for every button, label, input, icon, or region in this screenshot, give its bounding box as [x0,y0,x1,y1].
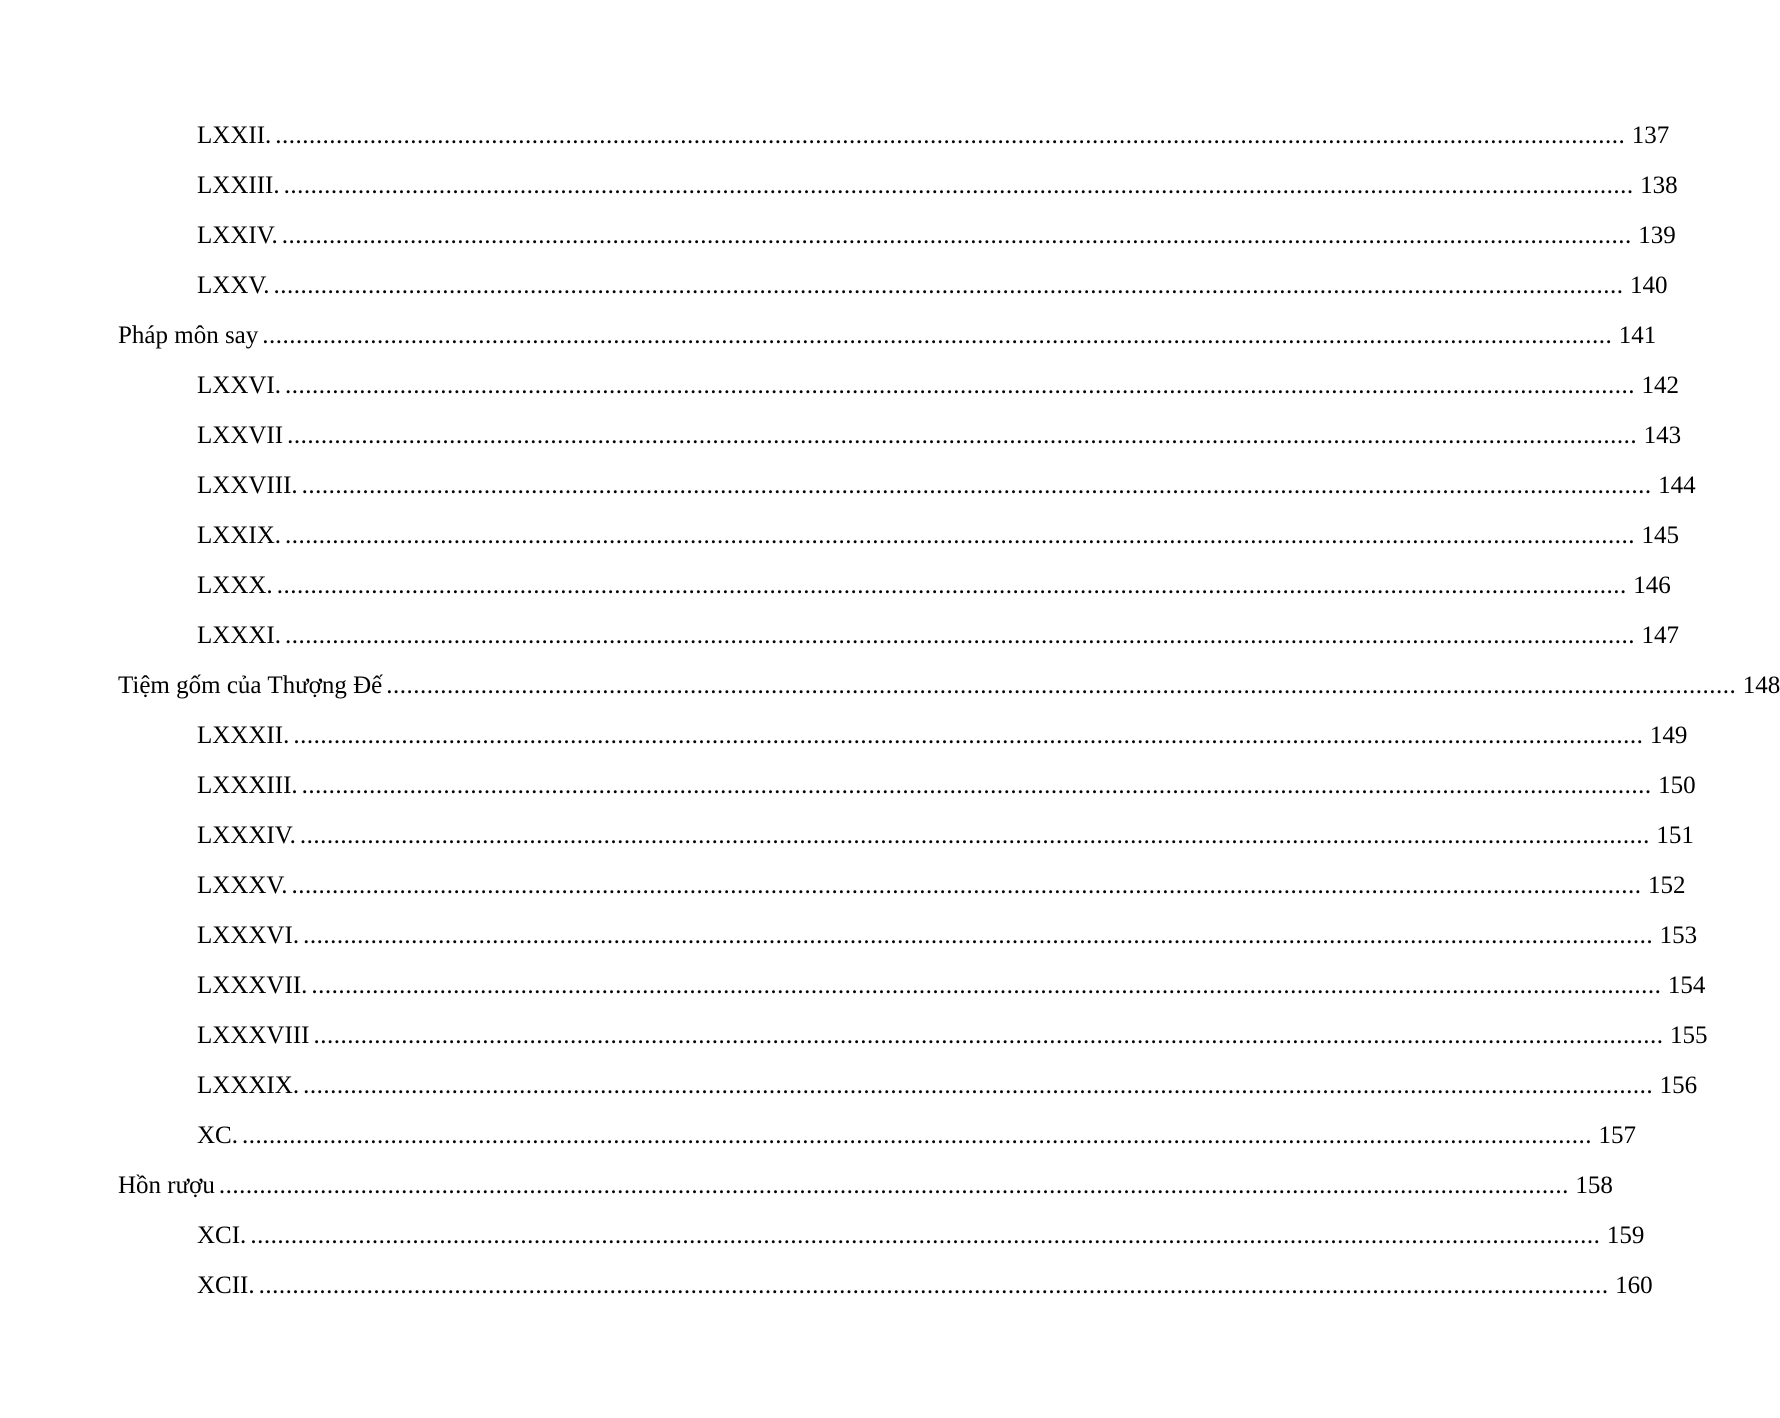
toc-leader-dots: ........................................................................................................................................................................................................ [285,522,1636,549]
toc-entry-label: XC. [197,1122,238,1149]
toc-page-number: 154 [1667,972,1706,999]
toc-chapter-entry[interactable] [0,453,1696,503]
toc-leader-dots: ........................................................................................................................................................................................................ [285,372,1636,399]
toc-chapter-entry[interactable] [0,1253,1653,1303]
toc-leader-dots: ........................................................................................................................................................................................................ [291,872,1642,899]
toc-leader-dots: ........................................................................................................................................................................................................ [386,672,1737,699]
table-of-contents [0,103,1780,1303]
toc-chapter-entry[interactable] [0,103,1670,153]
toc-entry-label: LXXXI. [197,622,282,649]
toc-chapter-entry[interactable] [0,503,1680,553]
toc-page-number: 156 [1659,1072,1698,1099]
toc-leader-dots: ........................................................................................................................................................................................................ [258,1272,1609,1299]
toc-entry-label: LXXVII [197,422,284,449]
toc-entry-label: Hồn rượu [118,1172,215,1199]
toc-entry-label: LXXXVIII [197,1022,310,1049]
toc-leader-dots: ........................................................................................................................................................................................................ [250,1222,1601,1249]
toc-leader-dots: ........................................................................................................................................................................................................ [241,1122,1592,1149]
toc-entry-label: LXXVI. [197,372,282,399]
toc-page-number: 144 [1658,472,1696,499]
toc-entry-label: XCII. [197,1272,255,1299]
toc-section-entry[interactable] [0,1153,1613,1203]
toc-chapter-entry[interactable] [0,703,1688,753]
toc-page-number: 138 [1640,172,1678,199]
toc-chapter-entry[interactable] [0,803,1694,853]
toc-page-number: 148 [1742,672,1780,699]
toc-section-entry[interactable] [0,303,1657,353]
toc-leader-dots: ........................................................................................................................................................................................................ [313,1022,1664,1049]
toc-leader-dots: ........................................................................................................................................................................................................ [281,222,1632,249]
toc-page-number: 159 [1606,1222,1645,1249]
toc-page-number: 155 [1669,1022,1708,1049]
toc-chapter-entry[interactable] [0,903,1698,953]
toc-chapter-entry[interactable] [0,553,1671,603]
toc-page-number: 146 [1633,572,1671,599]
toc-chapter-entry[interactable] [0,1003,1708,1053]
toc-entry-label: LXXXVI. [197,922,300,949]
toc-leader-dots: ........................................................................................................................................................................................................ [293,722,1644,749]
toc-page-number: 140 [1629,272,1668,299]
toc-chapter-entry[interactable] [0,353,1680,403]
toc-entry-label: LXXV. [197,272,270,299]
toc-leader-dots: ........................................................................................................................................................................................................ [287,422,1638,449]
toc-entry-label: Tiệm gốm của Thượng Đế [118,672,383,699]
toc-entry-label: LXXXII. [197,722,290,749]
toc-entry-label: LXXII. [197,122,272,149]
toc-leader-dots: ........................................................................................................................................................................................................ [311,972,1662,999]
toc-entry-label: LXXIII. [197,172,280,199]
toc-leader-dots: ........................................................................................................................................................................................................ [273,272,1624,299]
toc-leader-dots: ........................................................................................................................................................................................................ [301,472,1652,499]
toc-entry-label: LXXX. [197,572,273,599]
toc-leader-dots: ........................................................................................................................................................................................................ [285,622,1636,649]
toc-page-number: 158 [1575,1172,1613,1199]
toc-chapter-entry[interactable] [0,603,1680,653]
toc-chapter-entry[interactable] [0,853,1686,903]
toc-chapter-entry[interactable] [0,953,1706,1003]
toc-entry-label: LXXXIV. [197,822,296,849]
toc-chapter-entry[interactable] [0,1203,1645,1253]
toc-leader-dots: ........................................................................................................................................................................................................ [218,1172,1569,1199]
toc-entry-label: LXXXIII. [197,772,298,799]
toc-page-number: 147 [1641,622,1680,649]
toc-page-number: 152 [1648,872,1686,899]
toc-page-number: 143 [1643,422,1682,449]
toc-leader-dots: ........................................................................................................................................................................................................ [283,172,1634,199]
toc-chapter-entry[interactable] [0,203,1676,253]
toc-section-entry[interactable] [0,653,1780,703]
toc-leader-dots: ........................................................................................................................................................................................................ [275,122,1626,149]
toc-entry-label: LXXVIII. [197,472,298,499]
toc-leader-dots: ........................................................................................................................................................................................................ [276,572,1627,599]
toc-page-number: 153 [1659,922,1698,949]
toc-page-number: 160 [1615,1272,1653,1299]
toc-leader-dots: ........................................................................................................................................................................................................ [299,822,1650,849]
toc-chapter-entry[interactable] [0,1103,1636,1153]
toc-leader-dots: ........................................................................................................................................................................................................ [262,322,1613,349]
toc-page-number: 149 [1649,722,1688,749]
toc-entry-label: Pháp môn say [118,322,259,349]
toc-entry-label: LXXXIX. [197,1072,300,1099]
toc-chapter-entry[interactable] [0,753,1696,803]
toc-chapter-entry[interactable] [0,1053,1698,1103]
toc-leader-dots: ........................................................................................................................................................................................................ [303,1072,1654,1099]
toc-leader-dots: ........................................................................................................................................................................................................ [301,772,1652,799]
toc-entry-label: LXXXVII. [197,972,308,999]
toc-page-number: 157 [1598,1122,1636,1149]
toc-entry-label: LXXIV. [197,222,278,249]
toc-page-number: 150 [1658,772,1696,799]
toc-chapter-entry[interactable] [0,403,1682,453]
toc-chapter-entry[interactable] [0,153,1678,203]
toc-page-number: 141 [1618,322,1657,349]
toc-page-number: 139 [1638,222,1676,249]
toc-entry-label: LXXXV. [197,872,288,899]
toc-chapter-entry[interactable] [0,253,1668,303]
toc-page-number: 151 [1656,822,1694,849]
toc-entry-label: XCI. [197,1222,247,1249]
toc-page-number: 137 [1631,122,1670,149]
toc-page-number: 145 [1641,522,1680,549]
toc-entry-label: LXXIX. [197,522,282,549]
toc-leader-dots: ........................................................................................................................................................................................................ [303,922,1654,949]
toc-page-number: 142 [1641,372,1680,399]
